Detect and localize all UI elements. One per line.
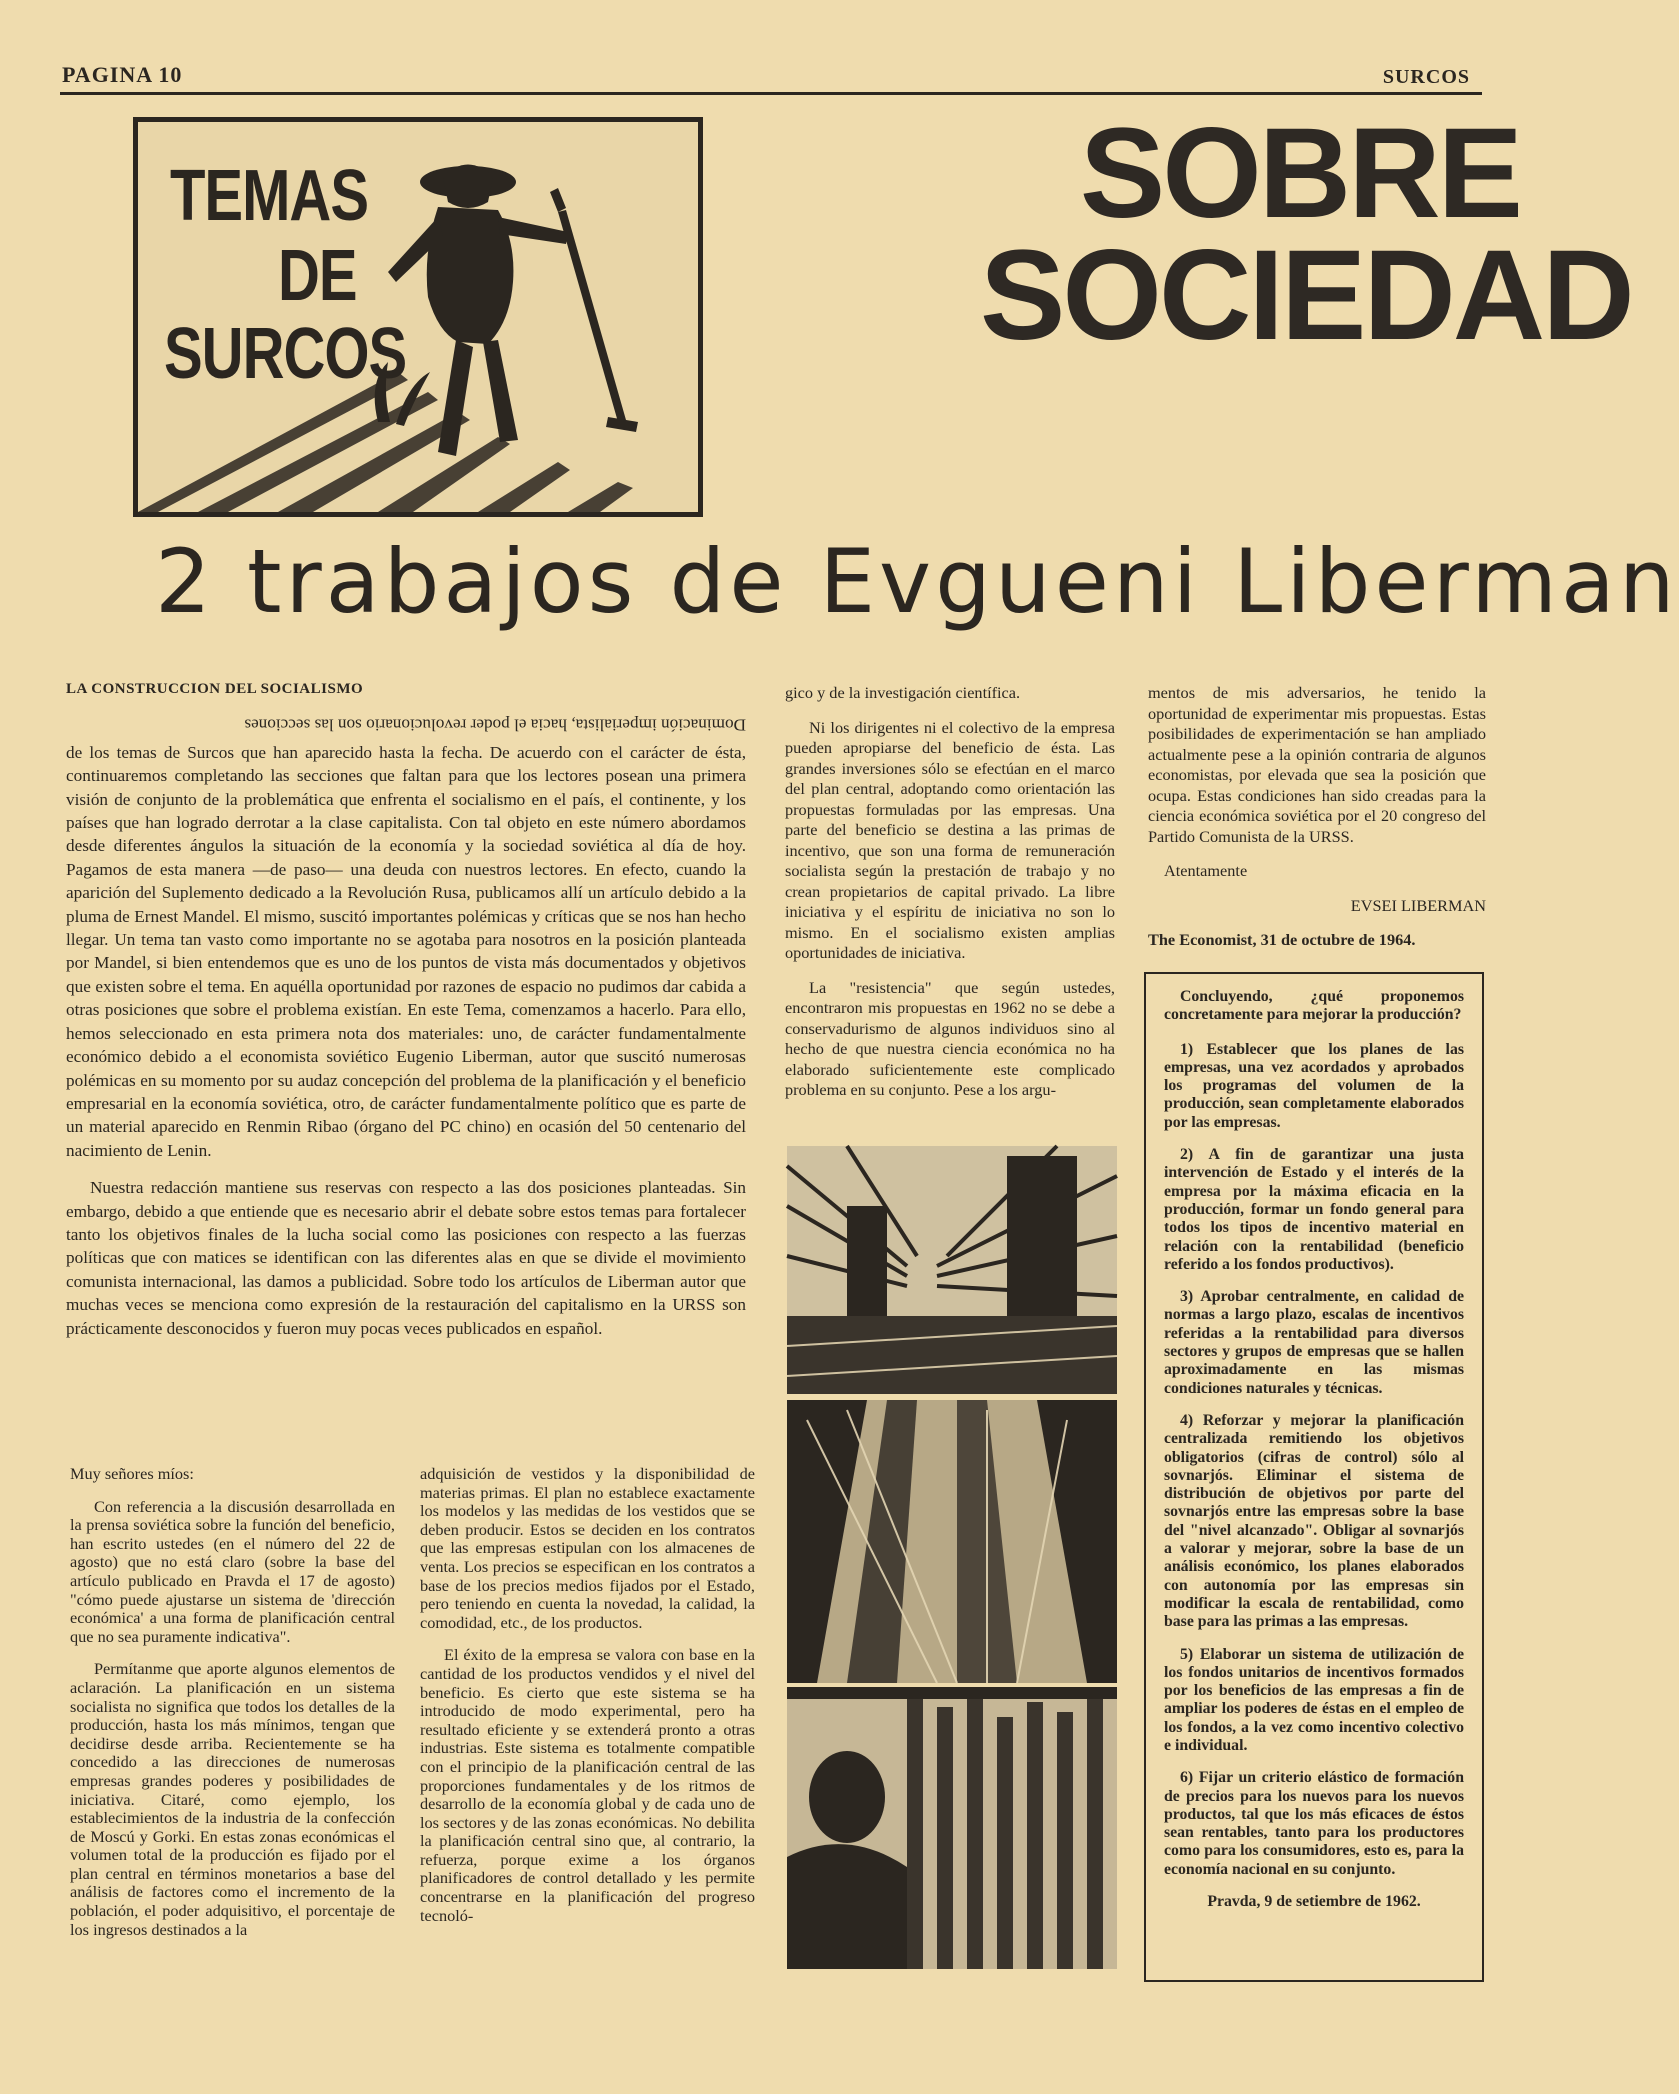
- letter-column-2: [420, 1465, 755, 1939]
- upside-down-line: Dominación imperialista, hacia el poder revolucionario son las secciones: [244, 715, 746, 735]
- logo-word-de: DE: [278, 235, 357, 317]
- letter-paragraph: El éxito de la empresa se valora con base en la cantidad de los productos vendidos y el nivel del beneficio. Es cierto que este sistema se ha introducido de modo experimental, pero ha resultado eficiente y se extenderá pronto a otras industrias. Este sistema es totalmente compatible con el principio de la planificación central de las proporciones fundamentales y de los ritmos de desarrollo de la economía global y de cada uno de los sectores y de las zonas económicas. No debilita la planificación central sino que, al contrario, la refuerza, porque exime a los órganos planificadores de control detallado y les permite concentrarse en la planificación del progreso tecnoló-: [420, 1645, 755, 1925]
- temas-de-surcos-logo: [133, 117, 703, 517]
- letter-column-1: [70, 1465, 395, 1953]
- letter-paragraph: adquisición de vestidos y la disponibilidad de materias primas. El plan no establece exactamente los modelos y las medidas de los vestidos que se deben producir. Estos se deciden en los contratos que las empresas estipulan con los almacenes de venta. Los precios se especifican en los contratos a base de los precios medios fijados por el Estado, pero teniendo en cuenta la novedad, la calidad, la comodidad, etc., de los productos.: [420, 1464, 755, 1632]
- section-heading: LA CONSTRUCCION DEL SOCIALISMO: [66, 681, 364, 697]
- title-line-1: SOBRE: [1079, 102, 1520, 245]
- proposal-item: 4) Reforzar y mejorar la planificación centralizada remitiendo los objetivos obligatorios (cifras de control) sólo al sovnarjós. Eliminar el sistema de distribución de objetivos por parte del sovnarjós entre las empresas sobre la base del "nivel alcanzado". Obligar al sovnarjós a valorar y mejorar, sobre la base de un análisis económico, los planes elaborados con autonomía por las empresas sin modificar la escala de rentabilidad, como base para las primas a las empresas.: [1164, 1411, 1464, 1631]
- page-title: [980, 102, 1632, 367]
- intro-paragraph-1: de los temas de Surcos que han aparecido hasta la fecha. De acuerdo con el carácter de ésta, continuaremos completando las secciones que faltan para que los lectores posean una primera visión de conjunto de la problemática que enfrenta el socialismo en el país, el continente, y los países que han logrado derrotar a la clase capitalista. Con tal objeto en este número abordamos desde diferentes ángulos la situación de la economía y la sociedad soviética al día de hoy. Pagamos de esta manera —de paso— una deuda con nuestros lectores. En efecto, cuando la aparición del Suplemento dedicado a la Revolución Rusa, publicamos allí un artículo debido a la pluma de Ernest Mandel. El mismo, suscitó importantes polémicas y críticas que se nos han hecho llegar. Un tema tan vasto como importante no se agotaba para nosotros en la posición planteada por Mandel, si bien entendemos que es uno de los puntos de vista más documentados y objetivos que existen sobre el tema. En aquélla oportunidad por razones de espacio no pudimos dar cabida a otras posiciones que sobre el problema existían. En este Tema, comenzamos a hacerlo. Para ello, hemos seleccionado en esta primera nota dos materiales: uno, de carácter fundamentalmente económico debido a el economista soviético Eugenio Liberman, autor que suscitó numerosas polémicas en su momento por su audaz concepción del problema de la planificación y el beneficio empresarial en la economía soviética, otro, de carácter fundamentalmente político que es parte de un material aparecido en Renmin Ribao (órgano del PC chino) en ocasión del 50 centenario del nacimiento de Lenin.: [66, 742, 746, 1160]
- page-number: PAGINA 10: [62, 62, 183, 87]
- header-rule: [60, 92, 1482, 95]
- logo-word-temas: TEMAS: [170, 155, 368, 237]
- photo-industrial-plant: [787, 1146, 1117, 1394]
- article-subtitle: 2 trabajos de Evgueni Liberman: [155, 530, 1679, 633]
- intro-column: [66, 678, 746, 1354]
- letter-paragraph: Permítanme que aporte algunos elementos de aclaración. La planificación en un sistema socialista no significa que todos los detalles de la producción, hasta los más mínimos, tengan que decidirse desde arriba. Recientemente se ha concedido a las direcciones de numerosas empresas grandes poderes y posibilidades de iniciativa. Citaré, como ejemplo, los establecimientos de la industria de la confección de Moscú y Gorki. En estas zonas económicas el volumen total de la producción es fijado por el plan central en términos monetarios a base del análisis de factores como el incremento de la población, el poder adquisitivo, el porcentaje de los ingresos destinados a la: [70, 1659, 395, 1939]
- letter-column-4: [1148, 683, 1486, 965]
- letter-paragraph: Ni los dirigentes ni el colectivo de la empresa pueden apropiarse del beneficio de ésta. Las grandes inversiones sólo se efectúan en el marco del plan central, adoptando como orientación las propuestas formuladas por las empresas. Una parte del beneficio se destina a las primas de incentivo, que son una forma de remuneración socialista según la prestación de trabajo y no crean propietarios de capital privado. La libre iniciativa y el espíritu de iniciativa no son lo mismo. En el socialismo existen amplias oportunidades de iniciativa.: [785, 717, 1115, 962]
- box-source: Pravda, 9 de setiembre de 1962.: [1207, 1893, 1421, 1911]
- title-line-2: SOCIEDAD: [980, 224, 1632, 367]
- letter-closing: Atentamente: [1164, 861, 1248, 880]
- letter-paragraph: gico y de la investigación científica.: [785, 683, 1021, 702]
- box-intro: Concluyendo, ¿qué proponemos concretamente para mejorar la producción?: [1164, 988, 1464, 1024]
- logo-word-surcos: SURCOS: [164, 313, 407, 395]
- letter-paragraph: La "resistencia" que según ustedes, encontraron mis propuestas en 1962 no se debe a conservadurismo de algunos individuos sino al hecho de que nuestra ciencia económica no ha elaborado suficientemente este complicado problema en su conjunto. Pese a los argu-: [785, 977, 1115, 1099]
- letter-signature: EVSEI LIBERMAN: [1350, 895, 1486, 915]
- photo-worker-with-spindles: [787, 1687, 1117, 1969]
- proposals-box: [1144, 972, 1484, 1982]
- letter-column-3: [785, 683, 1115, 1115]
- proposal-item: 5) Elaborar un sistema de utilización de los fondos unitarios de incentivos formados por los beneficios de las empresas a fin de ampliar los poderes de éstas en el empleo de los fondos, a la vez como incentivo colectivo e individual.: [1164, 1645, 1464, 1754]
- proposal-item: 6) Fijar un criterio elástico de formación de precios para los nuevos para los nuevos productos, tal que los más eficaces de éstos sean rentables, tanto para los productores como para los consumidores, esto es, para la economía nacional en su conjunto.: [1164, 1769, 1464, 1878]
- intro-paragraph-2: Nuestra redacción mantiene sus reservas con respecto a las dos posiciones planteadas. Sin embargo, debido a que entiende que es necesario abrir el debate sobre estos temas para fortalecer tanto los objetivos finales de la lucha social como las posiciones con respecto a las fuerzas políticas que con matices se identifican con las diferentes alas en que se divide el movimiento comunista internacional, las damos a publicidad. Sobre todo los artículos de Liberman autor que muchas veces se menciona como expresión de la restauración del capitalismo en la URSS son prácticamente desconocidos y fueron muy pocas veces publicados en español.: [66, 1178, 746, 1338]
- letter-salutation: Muy señores míos:: [70, 1464, 194, 1483]
- letter-paragraph: mentos de mis adversarios, he tenido la oportunidad de experimentar mis propuestas. Estas posibilidades de experimentación se han ampliado actualmente pese a la opinión contraria de algunos economistas, por elevada que sea la posición que ocupa. Estas condiciones han sido creadas para la ciencia económica soviética por el 20 congreso del Partido Comunista de la URSS.: [1148, 683, 1486, 846]
- proposal-item: 1) Establecer que los planes de las empresas, una vez acordados y aprobados los programas del volumen de la producción, sean completamente elaborados por las empresas.: [1164, 1040, 1464, 1131]
- proposal-item: 2) A fin de garantizar una justa intervención de Estado y el interés de la empresa por la máxima eficacia en la producción, formar un fondo general para todos los tipos de incentivo material en relación con la rentabilidad (beneficio referido a los fondos productivos).: [1164, 1146, 1464, 1273]
- letter-paragraph: Con referencia a la discusión desarrollada en la prensa soviética sobre la función del beneficio, han escrito ustedes (en el número del 22 de agosto) que no está claro (sobre la base del artículo publicado en Pravda el 17 de agosto) "cómo puede ajustarse un sistema de 'dirección económica' a una forma de planificación central que no sea puramente indicativa".: [70, 1496, 395, 1646]
- letter-source: The Economist, 31 de octubre de 1964.: [1148, 930, 1416, 949]
- proposal-item: 3) Aprobar centralmente, en calidad de normas a largo plazo, escalas de incentivos referidas a la rentabilidad para diversos sectores y grupos de empresas que se hallen aproximadamente en las mismas condiciones naturales y técnicas.: [1164, 1288, 1464, 1397]
- photo-textile-machinery: [787, 1400, 1117, 1683]
- publication-name: SURCOS: [1382, 66, 1470, 88]
